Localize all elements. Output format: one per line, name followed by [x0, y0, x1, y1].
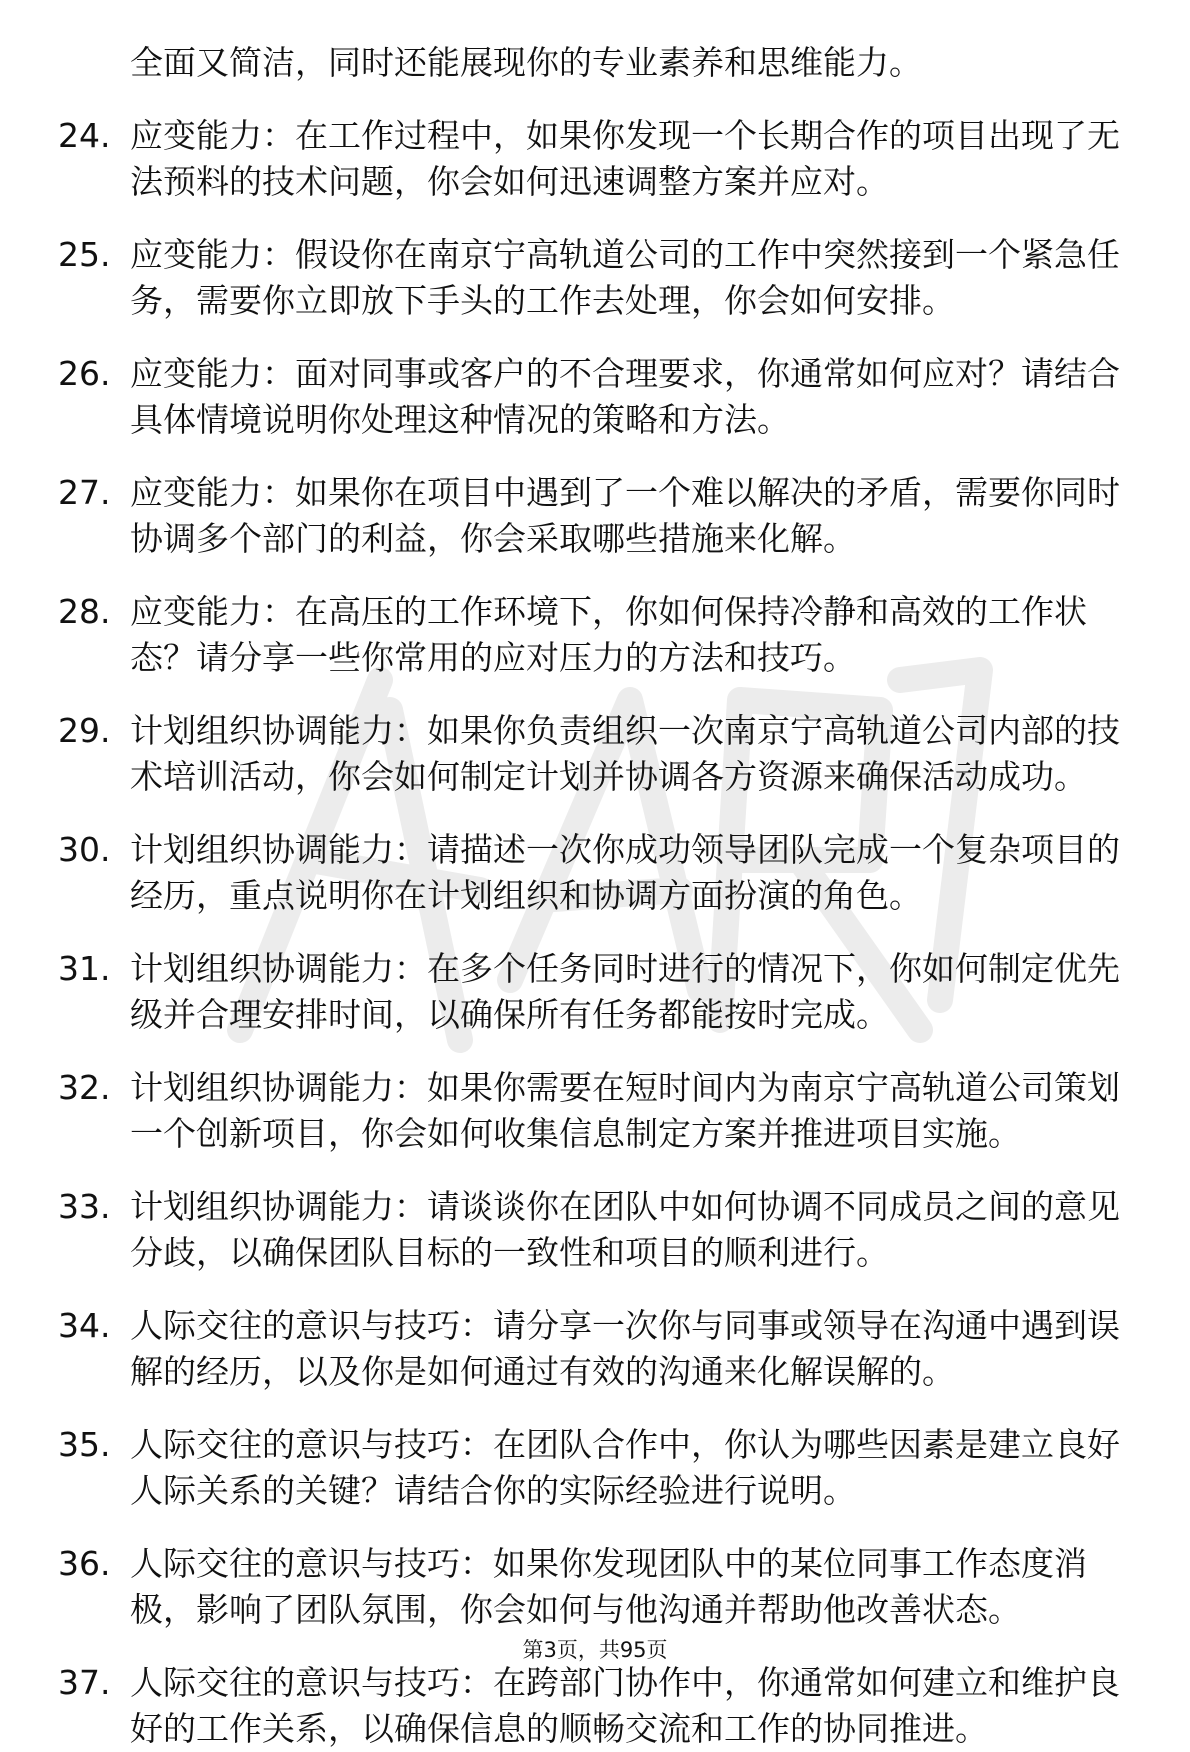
question-text: 人际交往的意识与技巧：在团队合作中，你认为哪些因素是建立良好人际关系的关键？请结合你的实际经验进行说明。: [130, 1425, 1120, 1510]
question-text: 计划组织协调能力：如果你负责组织一次南京宁高轨道公司内部的技术培训活动，你会如何制定计划并协调各方资源来确保活动成功。: [130, 711, 1120, 796]
question-text: 应变能力：面对同事或客户的不合理要求，你通常如何应对？请结合具体情境说明你处理这种情况的策略和方法。: [130, 354, 1120, 439]
page-footer: 第3页，共95页: [522, 1638, 668, 1662]
question-number: 31.: [58, 949, 111, 988]
question-number: 33.: [58, 1187, 111, 1226]
list-item: [58, 1422, 1128, 1514]
question-number: 26.: [58, 354, 111, 393]
continuation-line: 全面又简洁，同时还能展现你的专业素养和思维能力。: [130, 43, 922, 82]
list-item: [58, 827, 1128, 919]
question-number: 37.: [58, 1663, 111, 1702]
question-text: 应变能力：在高压的工作环境下，你如何保持冷静和高效的工作状态？请分享一些你常用的应对压力的方法和技巧。: [130, 592, 1087, 677]
question-text: 计划组织协调能力：请谈谈你在团队中如何协调不同成员之间的意见分歧，以确保团队目标的一致性和项目的顺利进行。: [130, 1187, 1120, 1272]
question-text: 应变能力：如果你在项目中遇到了一个难以解决的矛盾，需要你同时协调多个部门的利益，你会采取哪些措施来化解。: [130, 473, 1120, 558]
question-text: 人际交往的意识与技巧：请分享一次你与同事或领导在沟通中遇到误解的经历，以及你是如何通过有效的沟通来化解误解的。: [130, 1306, 1120, 1391]
list-item: [58, 113, 1128, 205]
question-number: 32.: [58, 1068, 111, 1107]
list-item: [58, 946, 1128, 1038]
list-item: [58, 1660, 1128, 1752]
list-item: [58, 470, 1128, 562]
list-item: [58, 589, 1128, 681]
content-area: [58, 40, 1128, 1752]
question-number: 36.: [58, 1544, 111, 1583]
question-text: 计划组织协调能力：请描述一次你成功领导团队完成一个复杂项目的经历，重点说明你在计划组织和协调方面扮演的角色。: [130, 830, 1120, 915]
question-text: 应变能力：在工作过程中，如果你发现一个长期合作的项目出现了无法预料的技术问题，你会如何迅速调整方案并应对。: [130, 116, 1120, 201]
question-text: 人际交往的意识与技巧：在跨部门协作中，你通常如何建立和维护良好的工作关系，以确保信息的顺畅交流和工作的协同推进。: [130, 1663, 1120, 1748]
question-number: 29.: [58, 711, 111, 750]
question-number: 27.: [58, 473, 111, 512]
question-text: 应变能力：假设你在南京宁高轨道公司的工作中突然接到一个紧急任务，需要你立即放下手头的工作去处理，你会如何安排。: [130, 235, 1120, 320]
question-number: 35.: [58, 1425, 111, 1464]
question-number: 24.: [58, 116, 111, 155]
question-text: 计划组织协调能力：在多个任务同时进行的情况下，你如何制定优先级并合理安排时间，以确保所有任务都能按时完成。: [130, 949, 1120, 1034]
question-list: [58, 113, 1128, 1752]
question-number: 30.: [58, 830, 111, 869]
list-item: [58, 1541, 1128, 1633]
list-item: [58, 232, 1128, 324]
question-number: 25.: [58, 235, 111, 274]
list-item: [58, 708, 1128, 800]
list-item: [58, 1184, 1128, 1276]
question-text: 人际交往的意识与技巧：如果你发现团队中的某位同事工作态度消极，影响了团队氛围，你会如何与他沟通并帮助他改善状态。: [130, 1544, 1087, 1629]
question-text: 计划组织协调能力：如果你需要在短时间内为南京宁高轨道公司策划一个创新项目，你会如何收集信息制定方案并推进项目实施。: [130, 1068, 1120, 1153]
list-item: [58, 1303, 1128, 1395]
list-item: [58, 1065, 1128, 1157]
list-item: [58, 351, 1128, 443]
question-number: 34.: [58, 1306, 111, 1345]
question-number: 28.: [58, 592, 111, 631]
